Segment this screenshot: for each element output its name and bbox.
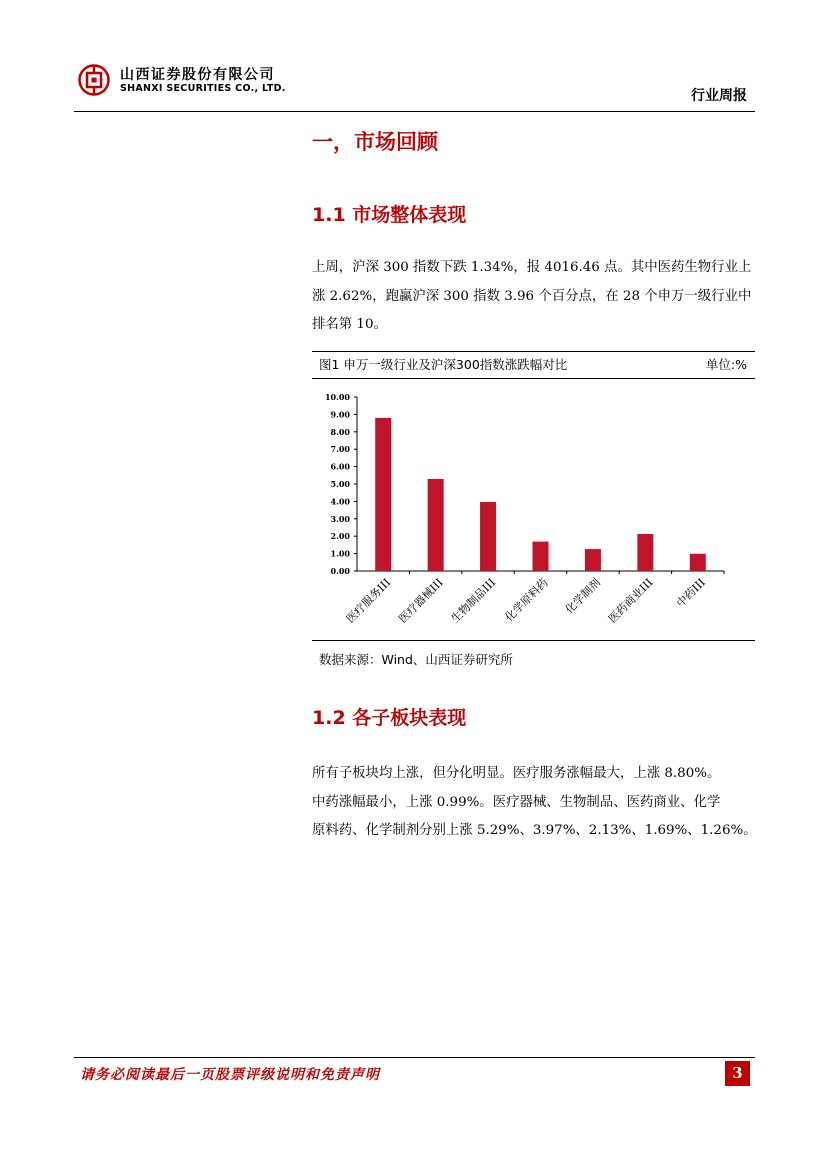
bar-chart (312, 382, 752, 637)
figure-caption-rule (312, 378, 755, 379)
subsection-title-1-2: 1.2 各子板块表现 (312, 707, 467, 729)
disclaimer-text: 请务必阅读最后一页股票评级说明和免责声明 (80, 1067, 380, 1083)
y-tick-label: 9.00 (330, 409, 350, 420)
subsection-title-1-1: 1.1 市场整体表现 (312, 204, 467, 226)
figure-top-rule (312, 351, 755, 352)
paragraph-line: 中药涨幅最小，上涨 0.99%。医疗器械、生物制品、医药商业、化学 (312, 794, 721, 810)
figure-source: 数据来源：Wind、山西证券研究所 (319, 652, 513, 667)
bar (637, 534, 653, 571)
bar (375, 418, 391, 571)
y-tick-label: 2.00 (330, 531, 350, 542)
y-tick-label: 5.00 (330, 479, 350, 489)
y-tick-label: 0.00 (330, 566, 350, 576)
x-tick-label: 医疗器械III (396, 575, 446, 626)
report-type: 行业周报 (691, 88, 747, 104)
y-tick-label: 3.00 (330, 513, 350, 524)
company-name-cn: 山西证券股份有限公司 (120, 67, 275, 83)
bar (690, 554, 706, 571)
y-tick-label: 8.00 (330, 426, 350, 437)
bar (533, 542, 549, 571)
x-tick-label: 医药商业III (605, 575, 656, 626)
paragraph-market-overview (312, 254, 752, 340)
company-logo-icon (78, 64, 110, 96)
bar (585, 549, 601, 571)
paragraph-line: 原料药、化学制剂分别上涨 5.29%、3.97%、2.13%、1.69%、1.26%。 (312, 823, 757, 838)
paragraph-line: 上周，沪深 300 指数下跌 1.34%，报 4016.46 点。其中医药生物行业上 (312, 260, 752, 275)
company-name-en: SHANXI SECURITIES CO., LTD. (120, 83, 286, 94)
x-tick-label: 化学原料药 (502, 575, 551, 625)
y-tick-label: 6.00 (330, 461, 350, 472)
paragraph-line: 所有子板块均上涨，但分化明显。医疗服务涨幅最大，上涨 8.80%。 (312, 766, 721, 781)
paragraph-line: 涨 2.62%，跑赢沪深 300 指数 3.96 个百分点，在 28 个申万一级行业中 (312, 288, 752, 304)
paragraph-sub-sectors (312, 760, 757, 846)
x-tick-label: 化学制剂 (562, 575, 604, 617)
y-tick-label: 4.00 (330, 496, 350, 507)
x-tick-label: 医疗服务III (343, 575, 394, 626)
x-tick-label: 中药III (673, 575, 708, 610)
bar (480, 502, 496, 571)
footer-divider (74, 1057, 755, 1058)
figure-bottom-rule (312, 640, 755, 641)
y-tick-label: 1.00 (330, 548, 350, 559)
page-number: 3 (725, 1061, 750, 1086)
y-tick-label: 10.00 (324, 392, 350, 402)
header-divider (74, 111, 755, 112)
figure-unit: 单位:% (705, 357, 747, 372)
bar (428, 479, 444, 571)
section-title: 一，市场回顾 (312, 130, 438, 154)
y-tick-label: 7.00 (330, 444, 350, 455)
paragraph-line: 排名第 10。 (312, 317, 387, 332)
x-tick-label: 生物制品III (448, 575, 499, 626)
figure-caption: 图1 申万一级行业及沪深300指数涨跌幅对比 (319, 357, 568, 372)
